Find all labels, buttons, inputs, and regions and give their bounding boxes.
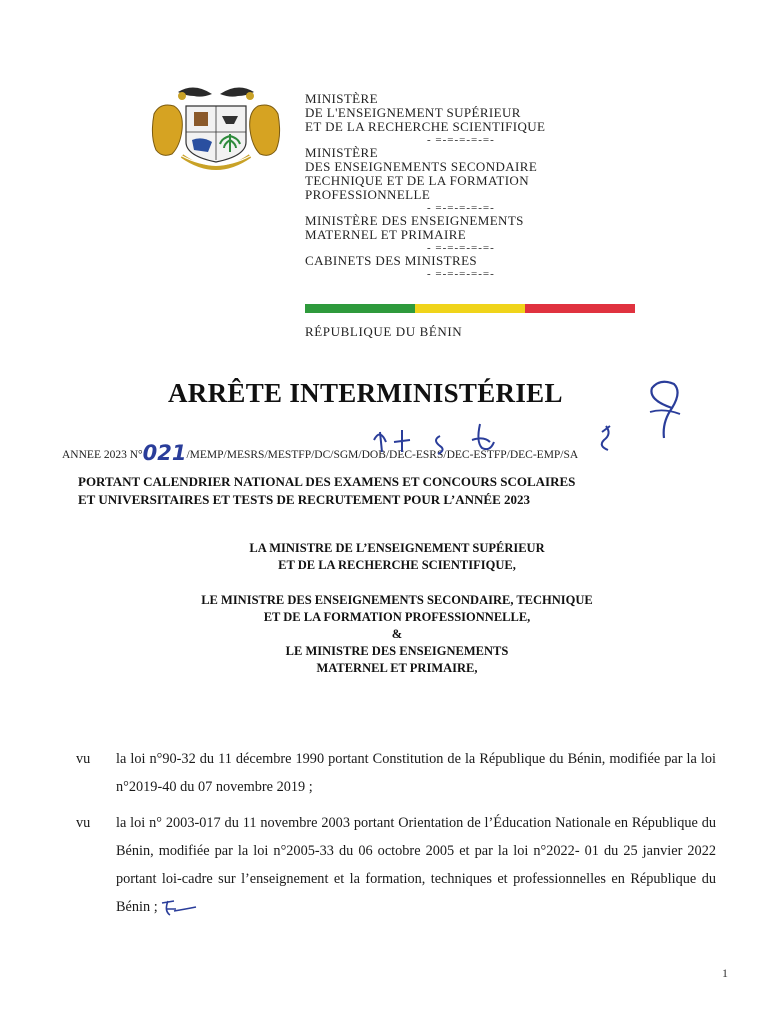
reference-suffix: /MEMP/MESRS/MESTFP/DC/SGM/DOB/DEC-ESRS/DEC-ESTFP/DEC-EMP/SA <box>186 449 579 461</box>
ministry-line: ET DE LA RECHERCHE SCIENTIFIQUE <box>305 119 546 134</box>
flag-stripe <box>305 304 415 313</box>
minister-line: MATERNEL ET PRIMAIRE, <box>316 661 478 675</box>
ministry-separator: - =-=-=-=-=- <box>427 268 495 280</box>
subject-line: ET UNIVERSITAIRES ET TESTS DE RECRUTEMENT POUR L’ANNÉE 2023 <box>78 492 530 507</box>
handwritten-initials-icon <box>340 418 660 460</box>
ministry-separator: - =-=-=-=-=- <box>427 202 495 214</box>
ministry-line: MINISTÈRE <box>305 145 378 160</box>
page-number: 1 <box>722 966 728 980</box>
national-flag-bar <box>305 304 635 313</box>
flag-stripe <box>415 304 525 313</box>
reference-number: 021 <box>142 441 187 465</box>
document-subject <box>78 473 718 509</box>
consideration-item <box>76 745 716 801</box>
subject-line: PORTANT CALENDRIER NATIONAL DES EXAMENS ET CONCOURS SCOLAIRES <box>78 474 576 489</box>
consideration-label: vu <box>76 815 91 831</box>
ministry-separator: - =-=-=-=-=- <box>427 134 495 146</box>
considerations-list <box>76 745 716 929</box>
ministers-block <box>0 540 768 677</box>
consideration-text: la loi n°90-32 du 11 décembre 1990 portant Constitution de la République du Bénin, modifiée par la loi n°2019-40 du 07 novembre 2019 ; <box>116 751 716 795</box>
minister-line: ET DE LA FORMATION PROFESSIONNELLE, <box>263 610 531 624</box>
handwritten-initials-icon <box>158 897 198 919</box>
ministry-line: DES ENSEIGNEMENTS SECONDAIRE <box>305 159 538 174</box>
consideration-label: vu <box>76 751 91 767</box>
ampersand: & <box>391 627 403 641</box>
consideration-item <box>76 809 716 921</box>
ministries-header <box>305 92 665 280</box>
minister-line: ET DE LA RECHERCHE SCIENTIFIQUE, <box>278 558 516 572</box>
reference-prefix: ANNEE 2023 N° <box>62 449 143 461</box>
minister-line: LA MINISTRE DE L’ENSEIGNEMENT SUPÉRIEUR <box>249 541 545 555</box>
minister-line: LE MINISTRE DES ENSEIGNEMENTS SECONDAIRE, TECHNIQUE <box>201 593 593 607</box>
minister-line: LE MINISTRE DES ENSEIGNEMENTS <box>285 644 509 658</box>
ministry-line: TECHNIQUE ET DE LA FORMATION <box>305 173 530 188</box>
ministry-line: PROFESSIONNELLE <box>305 187 431 202</box>
consideration-text <box>116 809 716 921</box>
document-title: ARRÊTE INTERMINISTÉRIEL <box>168 378 563 408</box>
ministry-separator: - =-=-=-=-=- <box>427 242 495 254</box>
flag-stripe <box>525 304 635 313</box>
ministry-line: MATERNEL ET PRIMAIRE <box>305 227 467 242</box>
ministry-line: CABINETS DES MINISTRES <box>305 253 478 268</box>
republic-name: RÉPUBLIQUE DU BÉNIN <box>305 324 463 339</box>
ministry-line: MINISTÈRE <box>305 91 378 106</box>
ministry-line: DE L'ENSEIGNEMENT SUPÉRIEUR <box>305 105 521 120</box>
coat-of-arms-icon <box>142 84 290 178</box>
consideration-text-content: la loi n° 2003-017 du 11 novembre 2003 portant Orientation de l’Éducation Nationale en République du Bénin, modifiée par la loi n°2005-33 du 06 octobre 2005 et par la loi n°2022- 01 du 25 janvier 2022 portant loi-cadre sur l’enseignement et la formation, techniques et professionnelles en République du Bénin ; <box>116 815 716 915</box>
ministry-line: MINISTÈRE DES ENSEIGNEMENTS <box>305 213 524 228</box>
